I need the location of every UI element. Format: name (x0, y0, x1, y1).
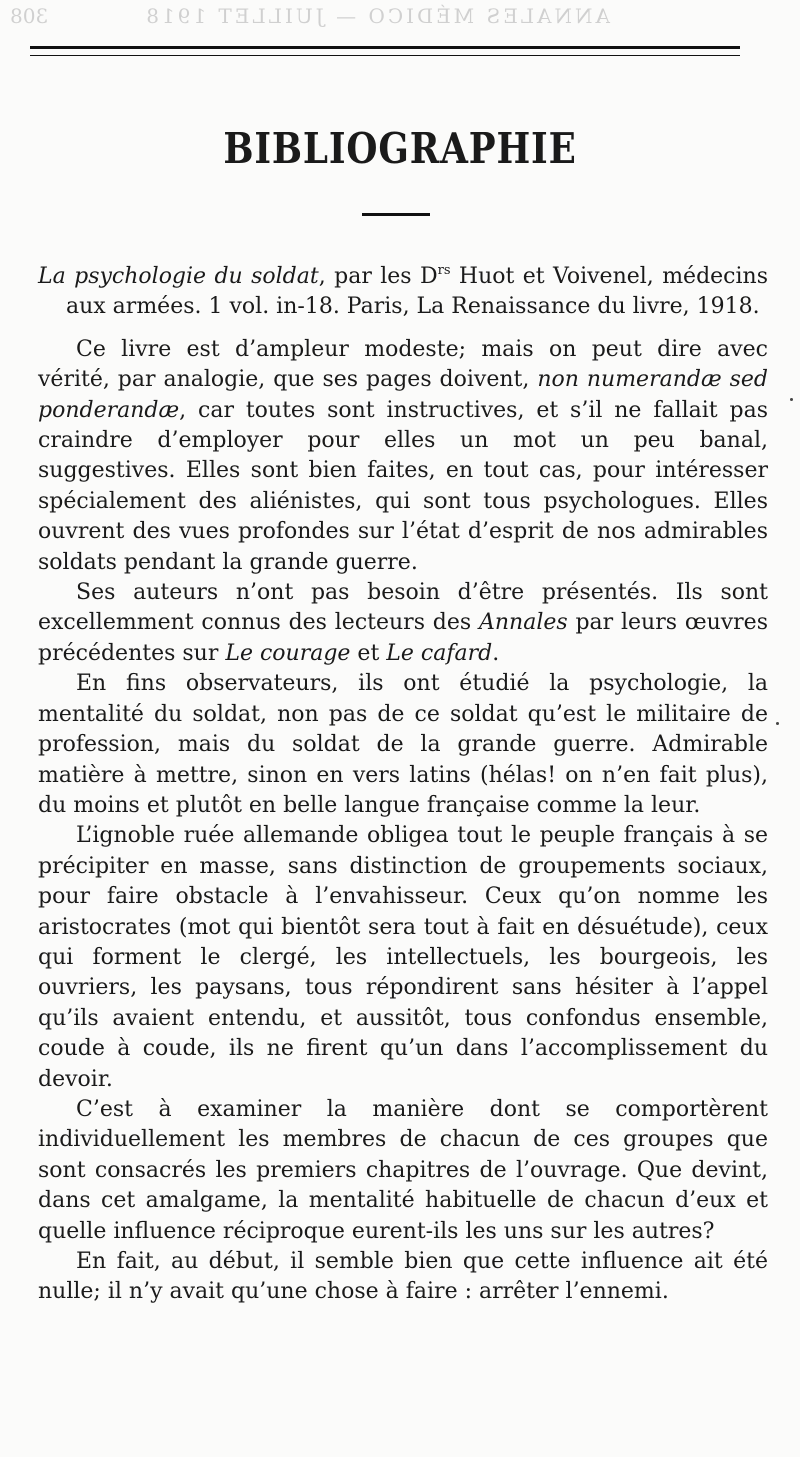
doctors-abbrev-sup: rs (437, 263, 451, 278)
work-title-cafard: Le cafard (386, 640, 493, 666)
title-underline (362, 213, 430, 216)
bleed-page-number: 308 (10, 4, 49, 28)
authors-prefix: , par les D (318, 264, 438, 289)
page-title: BIBLIOGRAPHIE (223, 124, 577, 173)
header-rule (30, 46, 740, 49)
authors-rest: Huot et Voivenel, médecins aux armées. 1 vol. in-18. Paris, La Renaissance du livre, 1918. (66, 264, 768, 320)
paragraph-2-text-d: . (492, 640, 500, 666)
book-reference (38, 262, 768, 323)
book-title: La psychologie du soldat (38, 264, 319, 289)
paragraph-2-text-c: et (350, 640, 387, 666)
header-rule-thin (30, 55, 740, 56)
paragraph-2 (38, 578, 768, 669)
article-body (38, 262, 768, 1308)
paragraph-5: C’est à examiner la manière dont se comportèrent individuellement les membres de chacun de ces groupes que sont consacrés les premiers chapitres de l’ouvrage. Que devint, dans cet amalgame, la mentalité habituelle de chacun d’eux et quelle influence réciproque eurent-ils les uns sur les autres? (38, 1096, 768, 1244)
paragraph-4: L’ignoble ruée allemande obligea tout le peuple français à se précipiter en masse, sans distinction de groupements sociaux, pour faire obstacle à l’envahisseur. Ceux qu’on nomme les aristocrates (mot qui bientôt sera tout à fait en désuétude), ceux qui forment le clergé, les intellectuels, les bourgeois, les ouvriers, les paysans, tous répondirent sans hésiter à l’appel qu’ils avaient entendu, et aussitôt, tous confondus ensemble, coude à coude, ils ne firent qu’un dans l’accomplissement du devoir. (38, 823, 768, 1092)
work-title-courage: Le courage (225, 640, 351, 666)
margin-speck (776, 722, 779, 725)
paragraph-3: En fins observateurs, ils ont étudié la psychologie, la mentalité du soldat, non pas de ce soldat qu’est le militaire de profession, mais du soldat de la grande guerre. Admirable matière à mettre, sinon en vers latins (hélas! on n’en fait plus), du moins et plutôt en belle langue française comme la leur. (38, 671, 768, 818)
journal-name: Annales (478, 610, 568, 636)
paragraph-2-text-a: Ses auteurs n’ont pas besoin d’être présentés. Ils sont excellemment connus des lecteurs des (38, 580, 768, 636)
margin-speck (790, 398, 793, 401)
paragraph-1-text-a: Ce livre est d’ampleur modeste; mais on peut dire avec vérité, par analogie, que ses pages doivent, (38, 336, 768, 393)
paragraph-2-text-b: par leurs œuvres précédentes sur (38, 610, 768, 666)
paragraph-1 (38, 335, 768, 578)
latin-quote: non numerandæ sed ponderandæ (38, 367, 768, 423)
paragraph-6: En fait, au début, il semble bien que cette influence ait été nulle; il n’y avait qu’une chose à faire : arrêter l’ennemi. (38, 1249, 768, 1305)
bleed-running-head: ANNALES MÉDICO — JUILLET 1918 (143, 4, 610, 28)
paragraph-1-text-b: , car toutes sont instructives, et s’il ne fallait pas craindre d’employer pour elles un mot un peu banal, suggestives. Elles sont bien faites, en tout cas, pour intéresser spécialement des aliénistes, qui sont tous psychologues. Elles ouvrent des vues profondes sur l’état d’esprit de nos admirables soldats pendant la grande guerre. (38, 397, 768, 575)
